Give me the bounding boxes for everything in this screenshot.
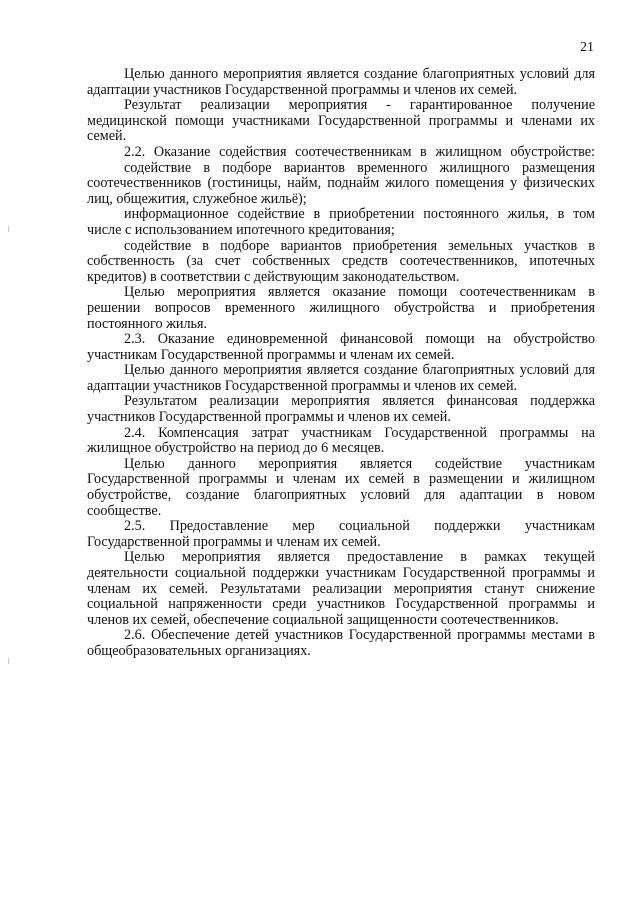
paragraph: Результат реализации мероприятия - гарантированное получение медицинской помощи участниками Государственной программы и членами их семей. [87,97,595,145]
list-item: содействие в подборе вариантов временного жилищного размещения соотечественников (гостиницы, найм, поднайм жилого помещения у физических лиц, общежития, служебное жильё); [87,159,595,207]
paragraph: Целью данного мероприятия является создание благоприятных условий для адаптации участников Государственной программы и членов их семей. [87,66,595,98]
section-heading-2-3: 2.3. Оказание единовременной финансовой помощи на обустройство участникам Государственной программы и членам их семей. [87,331,595,363]
paragraph: Целью данного мероприятия является создание благоприятных условий для адаптации участников Государственной программы и членов их семей. [87,362,595,394]
list-item: содействие в подборе вариантов приобретения земельных участков в собственность (за счет собственных средств соотечественников, ипотечных кредитов) в соответствии с действующим законодательством. [87,237,595,285]
section-heading-2-2: 2.2. Оказание содействия соотечественникам в жилищном обустройстве: [124,143,595,160]
section-heading-2-5: 2.5. Предоставление мер социальной поддержки участникам Государственной программы и членам их семей. [87,518,595,550]
document-body [87,67,595,660]
paragraph: Целью мероприятия является оказание помощи соотечественникам в решении вопросов временного жилищного обустройства и приобретения постоянного жилья. [87,284,595,332]
scan-margin-mark [8,658,9,664]
page-number: 21 [580,40,594,55]
paragraph: Целью данного мероприятия является содействие участникам Государственной программы и членам их семей в размещении и жилищном обустройстве, создание благоприятных условий для адаптации в новом сообществе. [87,455,595,519]
section-heading-2-6: 2.6. Обеспечение детей участников Государственной программы местами в общеобразовательных организациях. [87,627,595,659]
paragraph: Целью мероприятия является предоставление в рамках текущей деятельности социальной поддержки участникам Государственной программы и членам их семей. Результатами реализации мероприятия станут снижение социальной напряженности среди участников Государственной программы и членов их семей, обеспечение социальной защищенности соотечественников. [87,549,595,628]
list-item: информационное содействие в приобретении постоянного жилья, в том числе с использованием ипотечного кредитования; [87,206,595,238]
section-heading-2-4: 2.4. Компенсация затрат участникам Государственной программы на жилищное обустройство на период до 6 месяцев. [87,424,595,457]
paragraph: Результатом реализации мероприятия является финансовая поддержка участников Государственной программы и членов их семей. [87,393,595,426]
scan-margin-mark [8,226,9,232]
